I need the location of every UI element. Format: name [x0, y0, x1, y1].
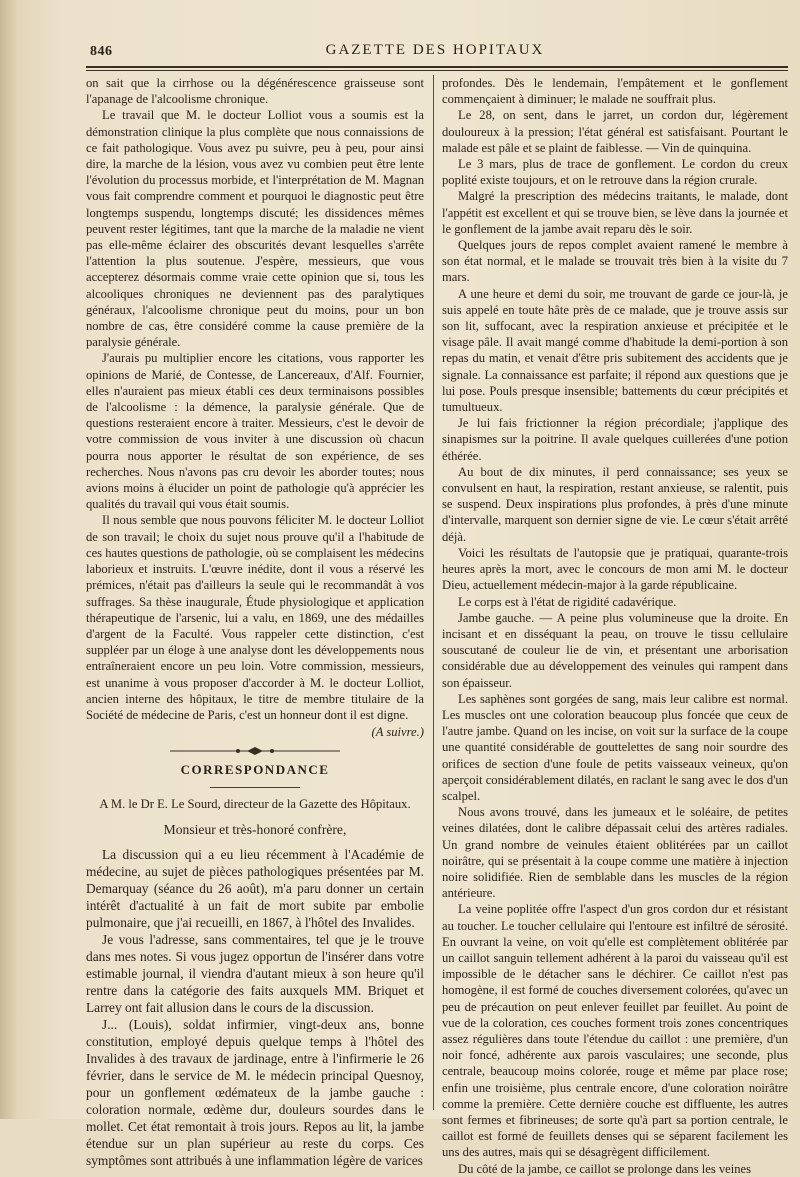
section-title: CORRESPONDANCE — [180, 762, 330, 778]
right-column — [442, 75, 789, 1176]
paragraph: Les saphènes sont gorgées de sang, mais leur calibre est normal. Les muscles ont une coloration beaucoup plus foncée que ceux de l'autre jambe. Quand on les incise, on voit sur la surface de la coupe une quantité considérable de gouttelettes de sang noir sourdre des orifices de section d'une foule de petits vaisseaux veineux, qu'on aperçoit considérablement dilatés, en raclant le sang avec le dos d'un scalpel. — [442, 691, 789, 803]
page-header — [80, 38, 790, 64]
paragraph: La discussion qui a eu lieu récemment à l'Académie de médecine, au sujet de pièces pathologiques présentées par M. Demarquay (séance du 26 août), m'a paru donner un certain intérêt d'actualité à un fait de mort subite par embolie pulmonaire, que j'ai recueilli, en 1867, à l'hôtel des Invalides. — [86, 846, 424, 930]
header-rule-thin — [86, 70, 788, 71]
to-be-continued: (A suivre.) — [371, 725, 424, 740]
paragraph: A une heure et demi du soir, me trouvant de garde ce jour-là, je suis appelé en toute hâte près de ce malade, que je trouve assis sur son lit, suffocant, avec la respiration anxieuse et précipitée et le visage pâle. Il avait mangé comme d'habitude la demi-portion à son repas du matin, et venait d'être pris subitement des accidents que je signale. La connaissance est parfaite; il répond aux questions que je lui pose. Pouls presque insensible; battements du cœur précipités et tumultueux. — [442, 286, 788, 415]
paragraph: Je vous l'adresse, sans commentaires, tel que je le trouve dans mes notes. Si vous jugez opportun de l'insérer dans votre estimable journal, il viendra d'autant mieux à son heure qu'il rentre dans la catégorie des faits auxquels MM. Briquet et Larrey ont fait allusion dans le cours de la discussion. — [86, 931, 424, 1015]
paragraph: Quelques jours de repos complet avaient ramené le membre à son état normal, et le malade se trouvait très bien à la visite du 7 mars. — [442, 238, 788, 285]
running-title: GAZETTE DES HOPITAUX — [325, 42, 545, 58]
paragraph: Le 28, on sent, dans le jarret, un cordon dur, légèrement douloureux à la pression; l'état général est satisfaisant. Pourtant le malade est pâle et se plaint de faiblesse. — Vin de quinquina. — [442, 108, 788, 155]
paragraph: profondes. Dès le lendemain, l'empâtement et le gonflement commençaient à diminuer; le malade ne souffrait plus. — [442, 76, 788, 107]
paragraph: Du côté de la jambe, ce caillot se prolonge dans les veines — [458, 1161, 752, 1176]
paragraph: Je lui fais frictionner la région précordiale; j'applique des sinapismes sur la poitrine. Il avale quelques cuillerées d'une potion éthérée. — [442, 416, 788, 463]
column-divider — [433, 75, 434, 1110]
paragraph: Il nous semble que nous pouvons féliciter M. le docteur Lolliot de son travail; le choix du sujet nous prouve qu'il a l'habitude de ces hautes questions de pathologie, où se complaisent les médecins laborieux et instruits. L'œuvre inédite, dont il vous a réservé les prémices, n'était pas d'ailleurs la seule qui le recommandât à vos suffrages. Sa thèse inaugurale, Étude physiologique et application thérapeutique de l'arsenic, lui a valu, en 1869, une des médailles d'argent de la Faculté. Vous rappeler cette distinction, c'est suppléer par un éloge à une analyse dont les développements nous entraîneraient encore un peu loin. Votre commission, messieurs, est unanime à vous proposer d'accorder à M. le docteur Lolliot, ancien interne des hôpitaux, le titre de membre titulaire de la Société de médecine de Paris, c'est un honneur dont il est digne. — [86, 513, 424, 722]
paragraph: Le corps est à l'état de rigidité cadavérique. — [458, 594, 677, 609]
paragraph: Au bout de dix minutes, il perd connaissance; ses yeux se convulsent en haut, la respiration, restant anxieuse, se ralentit, puis se suspend. Deux inspirations plus profondes, à près d'une minute d'intervalle, marquent son dernier signe de vie. Le cœur s'était arrêté déjà. — [442, 464, 788, 544]
paragraph: Voici les résultats de l'autopsie que je pratiquai, quarante-trois heures après la mort, avec le concours de mon ami M. le docteur Dieu, actuellement médecin-major à la garde républicaine. — [442, 545, 788, 593]
paragraph: J'aurais pu multiplier encore les citations, vous rapporter les opinions de Marié, de Contesse, de Lancereaux, d'Alf. Fournier, elles n'auraient pas mieux établi ces deux terminaisons possibles de l'alcoolisme : la démence, la paralysie générale. Que de questions resteraient encore à traiter. Messieurs, c'est le devoir de votre commission de vous inviter à une discussion où chacun pourra nous apporter le résultat de son expérience, de ses recherches. Nous n'avons pas cru devoir les aborder toutes; nous avions moins à élucider un point de pathologie qu'à apprécier les qualités du travail qui vous était soumis. — [86, 351, 424, 512]
paragraph: on sait que la cirrhose ou la dégénérescence graisseuse sont l'apanage de l'alcoolisme chronique. — [86, 76, 424, 107]
paragraph: J... (Louis), soldat infirmier, vingt-deux ans, bonne constitution, employé depuis quelque temps à l'hôtel des Invalides à des travaux de jardinage, entre à l'infirmerie le 26 février, dans le service de M. le médecin principal Quesnoy, pour un gonflement œdémateux de la jambe gauche : coloration normale, œdème dur, douleurs sourdes dans le mollet. Cet état remontait à trois jours. Repos au lit, la jambe étendue sur un plan supérieur au reste du corps. Ces symptômes sont attribués à une inflammation légère de varices — [86, 1016, 424, 1168]
paragraph: Le 3 mars, plus de trace de gonflement. Le cordon du creux poplité existe toujours, et on le retrouve dans la région crurale. — [442, 157, 788, 188]
letter-body — [86, 846, 424, 1169]
paragraph: Le travail que M. le docteur Lolliot vous a soumis est la démonstration clinique la plus complète que nous connaissions de ce fait pathologique. Vous avez pu suivre, peu à peu, pour ainsi dire, la marche de la lésion, vous avez vu combien peut être lente l'évolution du processus morbide, et l'interprétation de M. Magnan vous fait comprendre comment et pourquoi le diagnostic peut être longtemps suspendu, longtemps discuté; les dissidences mêmes peuvent rester légitimes, tant que la marche de la maladie ne vient pas elle-même éclairer des obscurités devant lesquelles s'arrête l'attention la plus soutenue. J'espère, messieurs, que vous accepterez désormais comme vraie cette opinion que si, tous les alcooliques chroniques ne deviennent pas des paralytiques généraux, l'alcoolisme chronique peut du moins, pour un bon nombre de cas, être considéré comme la cause première de la paralysie générale. — [86, 108, 424, 350]
paragraph: Jambe gauche. — A peine plus volumineuse que la droite. En incisant et en disséquant la peau, on trouve le tissu cellulaire souscutané de couleur lie de vin, et présentant une arborisation considérable due au développement des veinules qui rampent dans son épaisseur. — [442, 610, 788, 690]
letter-address: A M. le Dr E. Le Sourd, directeur de la Gazette des Hôpitaux. — [99, 796, 411, 811]
paragraph: Malgré la prescription des médecins traitants, le malade, dont l'appétit est excellent et qui se trouve bien, se lève dans la journée et le gonflement de la jambe avait reparu dès le soir. — [442, 189, 788, 236]
paragraph: Nous avons trouvé, dans les jumeaux et le soléaire, de petites veines dilatées, dont le calibre dépassait celui des artères radiales. Un grand nombre de veinules étaient oblitérées par un caillot noirâtre, qui se présentait à la coupe comme une matière à injection noire solidifiée. Rien de semblable dans les muscles de la région antérieure. — [442, 805, 788, 901]
section-rule — [210, 787, 300, 788]
page-number: 846 — [90, 44, 113, 59]
page-edge-shadow — [0, 0, 18, 1119]
header-rule — [86, 66, 788, 68]
letter-salutation: Monsieur et très-honoré confrère, — [163, 821, 347, 837]
paragraph: La veine poplitée offre l'aspect d'un gros cordon dur et résistant au toucher. Le toucher cellulaire qui l'entoure est infiltré de sérosité. En ouvrant la veine, on voit qu'elle est complètement oblitérée par un caillot sanguin tellement adhérent à la paroi du vaisseau qu'il est impossible de le détacher sans le déchirer. Ce caillot n'est pas homogène, il est formé de couches diversement colorées, qu'avec un peu de précaution on peut enlever feuillet par feuillet. Au point de vue de la coloration, ces couches forment trois zones concentriques assez régulières dans toute l'étendue du caillot : une première, d'un noir foncé, adhérente aux parois vasculaires; une seconde, plus centrale, beaucoup moins colorée, rouge et même par place rose; enfin une troisième, plus centrale encore, d'une coloration noirâtre comme la première. Cette dernière couche est diffluente, les autres sont fermes et fibrineuses; de sorte qu'à part sa portion centrale, le caillot est formé de feuillets denses qui se séparent facilement les uns des autres, mais qui se désagrègent difficilement. — [442, 902, 788, 1160]
ornamental-divider — [170, 746, 340, 756]
left-column — [86, 75, 424, 1168]
